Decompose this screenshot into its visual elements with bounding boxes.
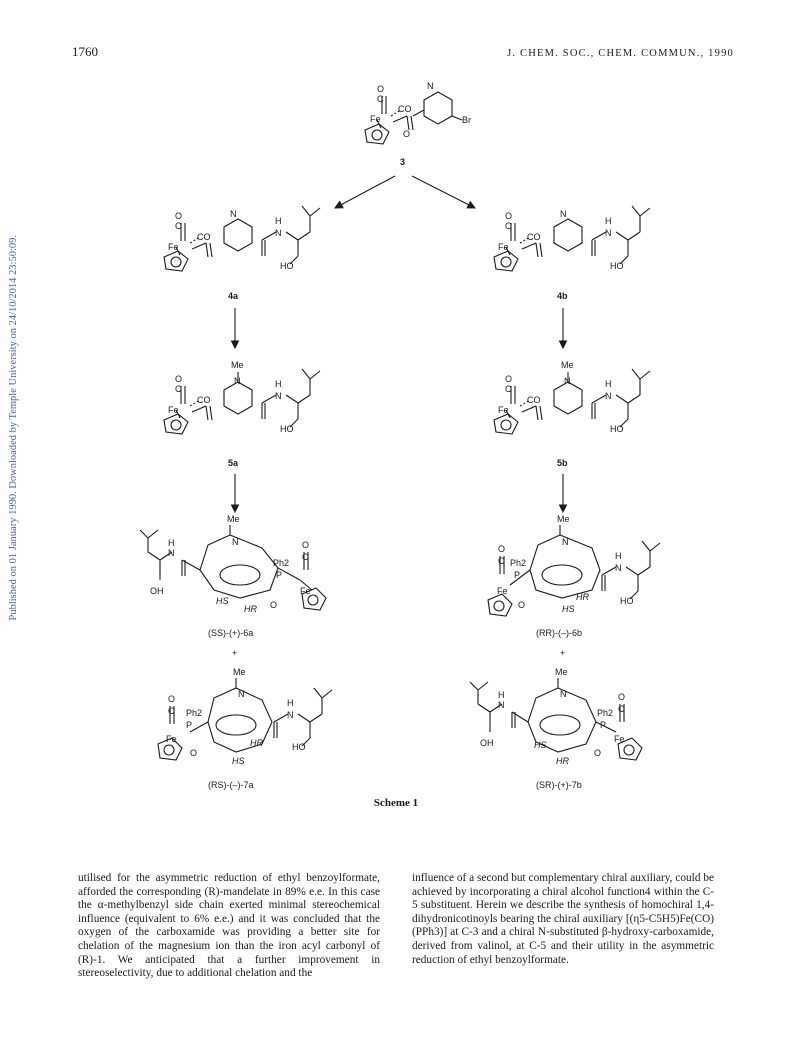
compound-label: 4a <box>228 291 239 301</box>
atom-label: N <box>605 228 612 238</box>
body-column-right <box>412 872 714 967</box>
reaction-arrow <box>412 176 475 208</box>
atom-label: Ph2 <box>186 708 203 718</box>
atom-label: O <box>518 600 526 610</box>
atom-label: Ph2 <box>597 708 614 718</box>
atom-label: Fe <box>498 242 509 252</box>
compound-label: (SS)-(+)-6a <box>208 628 254 638</box>
atom-label: Fe <box>166 734 177 744</box>
atom-label: P <box>186 720 193 730</box>
atom-label: Fe <box>300 586 311 596</box>
compound-5b-structure <box>494 360 650 434</box>
atom-label: HO <box>620 596 634 606</box>
atom-label: HR <box>576 592 589 602</box>
compound-6a-structure <box>140 514 326 614</box>
paragraph: utilised for the asymmetric reduction of ethyl benzoylformate, afforded the corresponding (R)-mandelate in 89% e.e. In this case the α-methylbenzyl side chain exerted minimal stereochemical influence (equivalent to 6% e.e.) and it was concluded that the oxygen of the carboxamide was providing a better site for chelation of the magnesium ion than the iron acyl carbonyl of (R)-1. We anticipated that a further improvement in stereoselectivity, due to additional chelation and the <box>78 872 380 980</box>
atom-br: Br <box>462 115 471 125</box>
atom-label: Fe <box>614 734 625 744</box>
atom-label: Me <box>231 360 244 370</box>
atom-label: P <box>600 720 607 730</box>
atom-label: C <box>175 384 182 394</box>
atom-o: O <box>377 84 385 94</box>
atom-label: C <box>302 552 309 562</box>
atom-label: O <box>618 692 626 702</box>
compound-7a-structure <box>158 667 332 766</box>
atom-label: O <box>505 211 513 221</box>
atom-co: CO <box>398 104 412 114</box>
compound-label: 3 <box>400 157 406 167</box>
atom-label: HS <box>534 740 547 750</box>
atom-n: N <box>427 81 434 91</box>
atom-label: Fe <box>168 405 179 415</box>
atom-label: N <box>232 537 239 547</box>
atom-label: C <box>175 221 182 231</box>
atom-label: C <box>168 706 175 716</box>
atom-label: OH <box>480 738 494 748</box>
atom-label: CO <box>527 232 541 242</box>
scheme-caption: Scheme 1 <box>373 797 419 809</box>
compound-4a-structure <box>164 206 320 271</box>
atom-label: H <box>168 538 175 548</box>
atom-label: Fe <box>497 586 508 596</box>
atom-label: H <box>498 690 505 700</box>
reaction-arrow <box>335 176 395 208</box>
atom-label: N <box>238 689 245 699</box>
compound-label: 4b <box>557 291 568 301</box>
atom-label: Fe <box>498 405 509 415</box>
atom-label: HS <box>562 604 575 614</box>
atom-label: H <box>275 379 282 389</box>
atom-label: O <box>270 600 278 610</box>
atom-label: HR <box>244 604 257 614</box>
atom-label: CO <box>527 395 541 405</box>
atom-label: OH <box>150 586 164 596</box>
atom-label: C <box>498 556 505 566</box>
atom-label: HS <box>232 756 245 766</box>
plus-sign: + <box>232 648 238 658</box>
atom-label: HO <box>280 424 294 434</box>
atom-label: H <box>605 379 612 389</box>
page-number: 1760 <box>72 44 98 59</box>
compound-6b-structure <box>488 514 660 616</box>
atom-label: N <box>234 376 241 386</box>
atom-label: Me <box>227 514 240 524</box>
running-head: J. CHEM. SOC., CHEM. COMMUN., 1990 <box>507 48 734 59</box>
atom-label: H <box>605 216 612 226</box>
atom-label: Me <box>557 514 570 524</box>
atom-label: Me <box>233 667 246 677</box>
plus-sign: + <box>560 648 566 658</box>
atom-label: O <box>175 211 183 221</box>
atom-label: O <box>190 748 198 758</box>
compound-label: (RS)-(–)-7a <box>208 780 254 790</box>
compound-7b-structure <box>470 667 642 766</box>
atom-label: O <box>505 374 513 384</box>
atom-label: C <box>618 704 625 714</box>
download-stamp: Published on 01 January 1990. Downloaded by Temple University on 24/10/2014 23:50:09. <box>8 235 19 621</box>
atom-label: CO <box>197 395 211 405</box>
paragraph: influence of a second but complementary chiral auxiliary, could be achieved by incorporating a chiral alcohol function4 within the C-5 substituent. Herein we describe the synthesis of homochiral 1,4-dihydronicotinoyls bearing the chiral auxiliary [(η5-C5H5)Fe(CO)(PPh3)] at C-3 and a chiral N-substituted β-hydroxy-carboxamide, derived from valinol, at C-5 and their utility in the asymmetric reduction of ethyl benzoylformate. <box>412 872 714 966</box>
atom-label: Me <box>561 360 574 370</box>
atom-label: O <box>594 748 602 758</box>
atom-fe: Fe <box>370 114 381 124</box>
atom-label: C <box>505 221 512 231</box>
atom-label: HR <box>556 756 569 766</box>
atom-label: N <box>564 376 571 386</box>
atom-label: O <box>168 694 176 704</box>
atom-label: N <box>562 537 569 547</box>
atom-o: O <box>403 129 411 139</box>
atom-label: N <box>230 209 237 219</box>
atom-label: CO <box>197 232 211 242</box>
body-column-left <box>78 872 380 981</box>
atom-label: Me <box>555 667 568 677</box>
atom-label: H <box>275 216 282 226</box>
atom-label: N <box>168 548 175 558</box>
atom-label: N <box>498 700 505 710</box>
compound-3-structure <box>365 81 471 144</box>
atom-label: N <box>275 391 282 401</box>
atom-label: N <box>275 228 282 238</box>
compound-label: (RR)-(–)-6b <box>536 628 582 638</box>
atom-label: N <box>605 391 612 401</box>
compound-4b-structure <box>494 206 650 271</box>
atom-label: HO <box>610 261 624 271</box>
atom-label: N <box>287 710 294 720</box>
atom-label: HO <box>292 742 306 752</box>
atom-label: O <box>302 540 310 550</box>
atom-label: Fe <box>168 242 179 252</box>
compound-label: 5b <box>557 458 568 468</box>
atom-label: HR <box>250 738 263 748</box>
atom-label: C <box>505 384 512 394</box>
atom-label: HO <box>610 424 624 434</box>
atom-c: C <box>377 94 384 104</box>
atom-label: P <box>514 570 521 580</box>
compound-5a-structure <box>164 360 320 434</box>
compound-label: (SR)-(+)-7b <box>536 780 582 790</box>
atom-label: N <box>560 689 567 699</box>
atom-label: O <box>498 544 506 554</box>
atom-label: N <box>615 563 622 573</box>
atom-label: P <box>276 570 283 580</box>
atom-label: N <box>560 209 567 219</box>
atom-label: H <box>287 698 294 708</box>
atom-label: O <box>175 374 183 384</box>
atom-label: Ph2 <box>510 558 527 568</box>
atom-label: HO <box>280 261 294 271</box>
atom-label: HS <box>216 596 229 606</box>
compound-label: 5a <box>228 458 239 468</box>
atom-label: H <box>615 551 622 561</box>
atom-label: Ph2 <box>273 558 290 568</box>
